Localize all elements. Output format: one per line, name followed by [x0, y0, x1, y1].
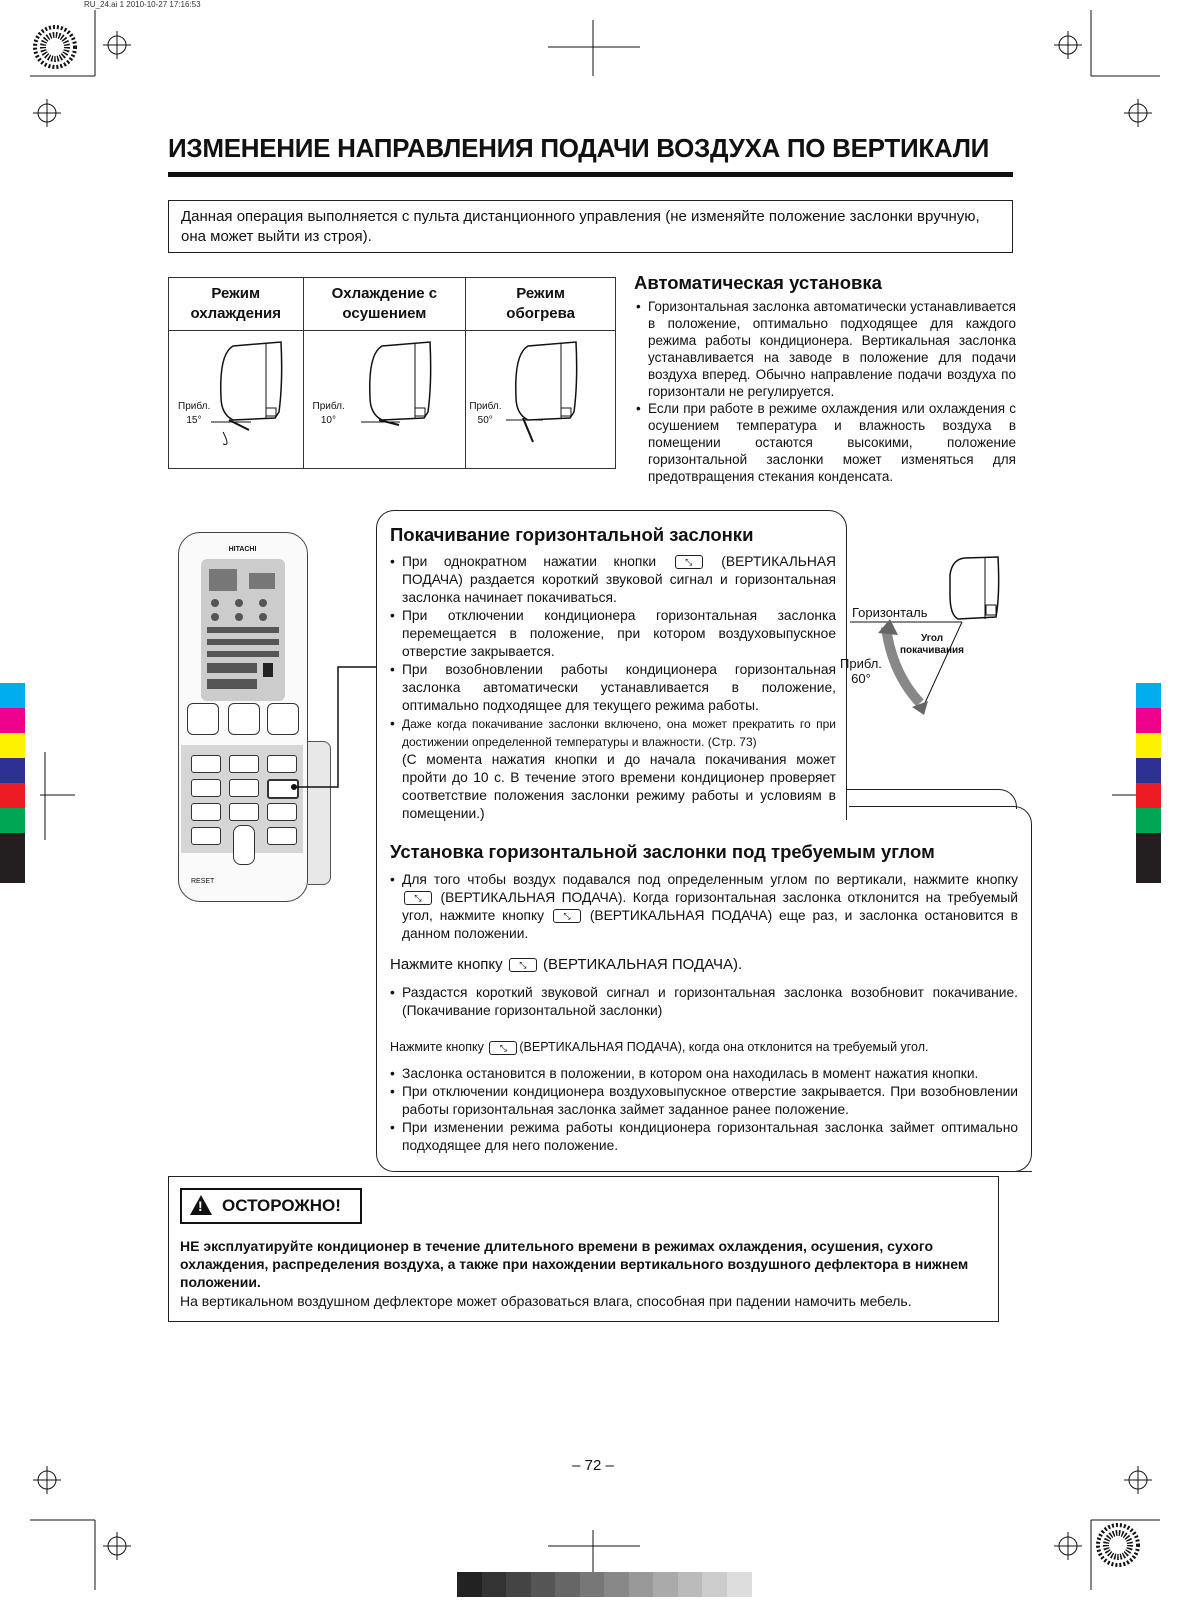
color-swatch	[0, 733, 25, 758]
color-swatch	[0, 858, 25, 883]
approx-label: Прибл.	[469, 401, 502, 412]
swing-item: • При однократном нажатии кнопки ⤡ (ВЕРТИКАЛЬНАЯ ПОДАЧА) раздается короткий звуковой сигнал и горизонтальная заслонка начинает покачиваться.	[388, 553, 836, 607]
modes-table	[168, 277, 616, 469]
grey-swatch	[531, 1572, 556, 1597]
caution-badge: ! ОСТОРОЖНО!	[180, 1188, 362, 1224]
grey-swatch	[482, 1572, 507, 1597]
mode-figure-cooling	[169, 331, 304, 469]
auto-heading: Автоматическая установка	[634, 272, 882, 293]
grey-swatch	[727, 1572, 752, 1597]
angle-label: 10°	[320, 415, 336, 426]
mode-header-heating: Режим обогрева	[466, 278, 616, 331]
grey-swatch	[702, 1572, 727, 1597]
color-swatch	[1136, 858, 1161, 883]
set-angle-list	[388, 871, 1018, 943]
color-swatch	[0, 708, 25, 733]
angle-label: 50°	[477, 415, 493, 426]
intro-note: Данная операция выполняется с пульта дистанционного управления (не изменяйте положение заслонки вручную, она может выйти из строя).	[168, 200, 1013, 253]
remote-display	[201, 559, 285, 701]
title-divider	[168, 172, 1013, 177]
remote-brand: HITACHI	[228, 546, 257, 553]
color-swatch	[1136, 683, 1161, 708]
grey-swatch	[653, 1572, 678, 1597]
approx-label: Прибл.	[312, 401, 345, 412]
approx-angle-label: Прибл. 60°	[840, 656, 882, 686]
resume-item: • Раздастся короткий звуковой сигнал и горизонтальная заслонка возобновит покачивание. (Покачивание горизонтальной заслонки)	[388, 984, 1018, 1020]
color-swatch	[1136, 708, 1161, 733]
color-swatch	[1136, 833, 1161, 858]
color-swatch	[1136, 733, 1161, 758]
mode-figure-heating	[466, 331, 616, 469]
caution-detail-text: На вертикальном воздушном дефлекторе может образоваться влага, способная при падении намочить мебель.	[180, 1293, 912, 1309]
mode-figure-dry	[303, 331, 466, 469]
notes-list	[388, 1065, 1018, 1155]
angle-label: 15°	[186, 415, 202, 426]
set-angle-heading: Установка горизонтальной заслонки под требуемым углом	[390, 841, 935, 862]
swing-item: • При отключении кондиционера горизонтальная заслонка перемещается в положение, при котором воздуховыпускное отверстие закрывается.	[388, 607, 836, 661]
vertical-airflow-button-icon: ⤡	[404, 891, 432, 905]
auto-list	[634, 298, 1016, 485]
file-meta: RU_24.ai 1 2010-10-27 17:16:53	[84, 0, 201, 9]
swing-angle-label: Угол покачивания	[900, 633, 965, 656]
mode-header-dry: Охлаждение с осушением	[303, 278, 466, 331]
frame-step	[847, 789, 1017, 809]
page-number: – 72 –	[572, 1457, 614, 1474]
grey-swatch	[506, 1572, 531, 1597]
grey-swatch	[629, 1572, 654, 1597]
grey-swatch	[604, 1572, 629, 1597]
horizontal-label: Горизонталь	[852, 605, 928, 620]
swing-heading: Покачивание горизонтальной заслонки	[390, 524, 754, 545]
press-button-instruction: Нажмите кнопку ⤡ (ВЕРТИКАЛЬНАЯ ПОДАЧА).	[390, 956, 743, 973]
remote-button-dry	[228, 703, 260, 735]
color-swatch	[0, 808, 25, 833]
remote-control-illustration	[178, 532, 308, 902]
page-title: ИЗМЕНЕНИЕ НАПРАВЛЕНИЯ ПОДАЧИ ВОЗДУХА ПО ВЕРТИКАЛИ	[168, 133, 990, 163]
grey-swatch	[678, 1572, 703, 1597]
vertical-airflow-button-icon: ⤡	[489, 1041, 517, 1055]
grey-swatch	[580, 1572, 605, 1597]
note-item: • При изменении режима работы кондиционера горизонтальная заслонка займет оптимально подходящее для него положение.	[388, 1119, 1018, 1155]
caution-warning-text: НЕ эксплуатируйте кондиционер в течение длительного времени в режимах охлаждения, осушения, сухого охлаждения, распределения воздуха, а также при нахождении вертикального воздушного дефлектора в нижнем положении.	[180, 1238, 969, 1290]
swing-list	[388, 553, 836, 823]
color-swatch	[1136, 758, 1161, 783]
note-item: • При отключении кондиционера воздуховыпускное отверстие закрывается. При возобновлении работы горизонтальная заслонка займет заданное ранее положение.	[388, 1083, 1018, 1119]
vertical-airflow-button-icon: ⤡	[509, 958, 537, 972]
swing-item: • Даже когда покачивание заслонки включено, она может прекратить го при достижении определенной температуры и влажности. (Стр. 73) (С момента нажатия кнопки и до начала покачивания может пройти до 10 с. В течение этого времени кондиционер проверяет соответствие положения заслонки режиму работы и условиям в помещении.)	[388, 715, 836, 823]
color-swatch	[1136, 808, 1161, 833]
auto-item: • Горизонтальная заслонка автоматически устанавливается в положение, оптимально подходящее для каждого режима работы кондиционера. Вертикальная заслонка устанавливается на заводе в положение для подачи воздуха вперед. Обычно направление подачи воздуха по горизонтали не регулируется.	[634, 298, 1016, 400]
color-swatch	[0, 683, 25, 708]
mode-header-cooling: Режим охлаждения	[169, 278, 304, 331]
reset-label: RESET	[191, 878, 215, 885]
color-swatch	[0, 783, 25, 808]
press-button-stop-instruction: Нажмите кнопку ⤡ (ВЕРТИКАЛЬНАЯ ПОДАЧА), когда она отклонится на требуемый угол.	[390, 1040, 929, 1054]
swing-item: • При возобновлении работы кондиционера горизонтальная заслонка автоматически устанавливается в положение, оптимально подходящее для текущего режима работы.	[388, 661, 836, 715]
grey-swatch	[457, 1572, 482, 1597]
set-angle-item: • Для того чтобы воздух подавался под определенным углом по вертикали, нажмите кнопку ⤡ (ВЕРТИКАЛЬНАЯ ПОДАЧА). Когда горизонтальная заслонка отклонится на требуемый угол, нажмите кнопку ⤡ (ВЕРТИКАЛЬНАЯ ПОДАЧА) еще раз, и заслонка остановится в данном положении.	[388, 871, 1018, 943]
color-swatch	[0, 758, 25, 783]
warning-icon	[190, 1195, 212, 1215]
callout-line	[290, 665, 380, 795]
remote-button-panel	[181, 745, 303, 853]
grey-swatch	[555, 1572, 580, 1597]
note-item: • Заслонка остановится в положении, в котором она находилась в момент нажатия кнопки.	[388, 1065, 1018, 1083]
auto-item: • Если при работе в режиме охлаждения или охлаждения с осушением температура и влажность воздуха в помещении остаются высокими, положение горизонтальной заслонки может изменяться для предотвращения стекания конденсата.	[634, 400, 1016, 485]
vertical-airflow-button-icon: ⤡	[675, 555, 703, 569]
color-swatch	[0, 833, 25, 858]
resume-list	[388, 984, 1018, 1020]
approx-label: Прибл.	[178, 401, 211, 412]
remote-button-cool	[187, 703, 219, 735]
color-swatch	[1136, 783, 1161, 808]
vertical-airflow-button-icon: ⤡	[553, 909, 581, 923]
